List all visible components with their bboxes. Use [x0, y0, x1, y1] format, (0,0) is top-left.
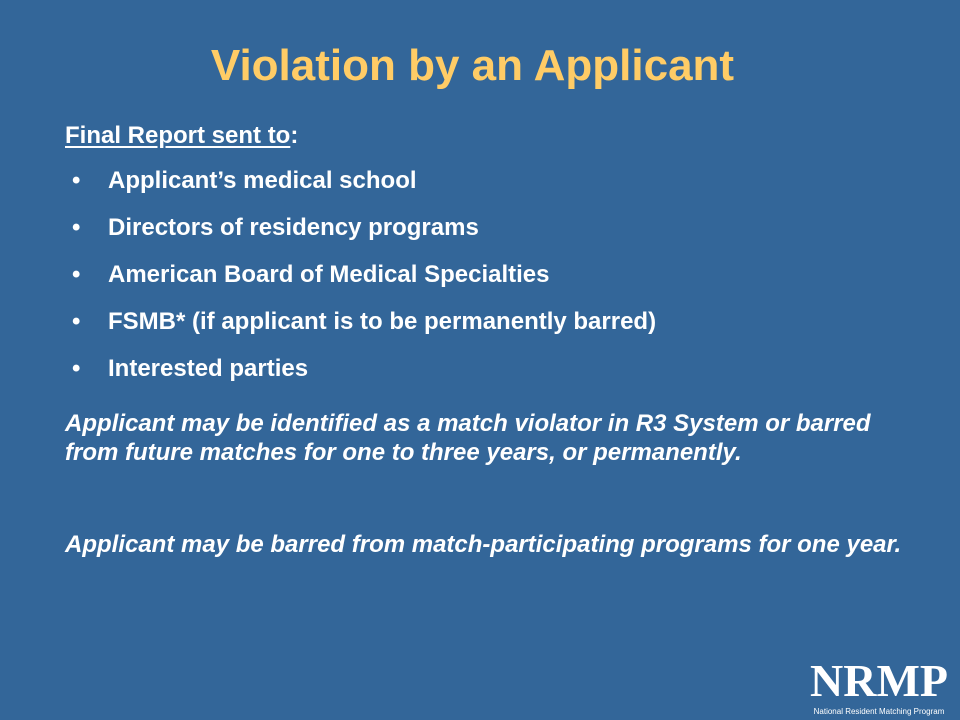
bullet-icon: •	[72, 261, 81, 288]
intro-colon: :	[290, 122, 299, 149]
intro-line	[65, 120, 298, 151]
nrmp-logo	[806, 655, 952, 716]
violation-consequence-paragraph: Applicant may be identified as a match violator in R3 System or barred from future matches for one to three years, or permanently.	[65, 410, 871, 466]
list-item-text: Directors of residency programs	[108, 214, 479, 241]
bullet-icon: •	[72, 214, 81, 241]
recipient-list	[72, 166, 656, 401]
slide-title: Violation by an Applicant	[210, 41, 735, 90]
bullet-icon: •	[72, 308, 81, 335]
list-item-text: Applicant’s medical school	[108, 167, 417, 194]
list-item-text: Interested parties	[108, 355, 309, 382]
bullet-icon: •	[72, 355, 81, 382]
bullet-icon: •	[72, 167, 81, 194]
intro-underlined-text: Final Report sent to	[65, 122, 291, 149]
program-bar-paragraph: Applicant may be barred from match-participating programs for one year.	[65, 531, 902, 558]
list-item-text: American Board of Medical Specialties	[108, 261, 550, 288]
list-item	[72, 166, 656, 213]
list-item	[72, 260, 656, 307]
list-item	[72, 354, 656, 401]
list-item	[72, 307, 656, 354]
list-item	[72, 213, 656, 260]
logo-subtitle: National Resident Matching Program	[813, 707, 945, 716]
logo-mark: NRMP	[810, 655, 948, 706]
list-item-text: FSMB* (if applicant is to be permanently barred)	[108, 308, 657, 335]
